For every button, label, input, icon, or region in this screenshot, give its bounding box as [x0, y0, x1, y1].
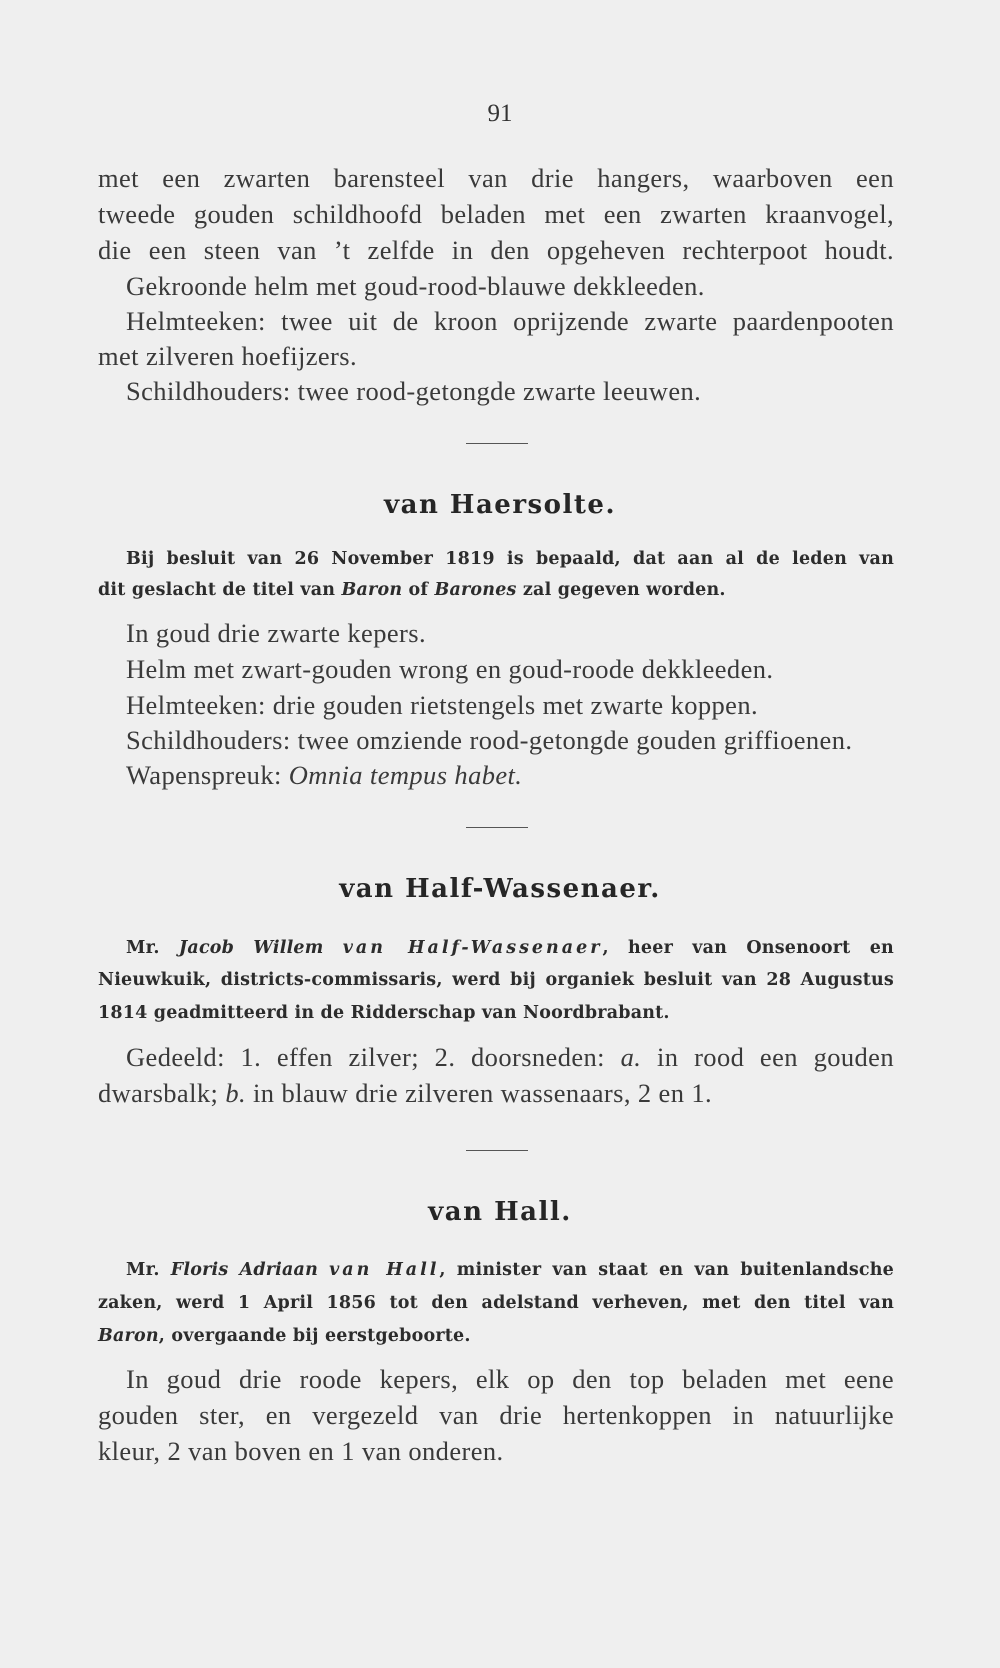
section-heading: van Hall. — [428, 1197, 572, 1227]
text-line: met een zwarten barensteel van drie hangers, waarboven een — [98, 163, 894, 193]
section-divider — [466, 443, 528, 444]
page-number: 91 — [487, 100, 513, 127]
text-line: met zilveren hoefijzers. — [98, 341, 358, 371]
text-line: die een steen van ’t zelfde in den opgeheven rechterpoot houdt. — [98, 235, 894, 265]
text-line: zaken, werd 1 April 1856 tot den adelstand verheven, met den titel van — [98, 1293, 894, 1313]
text-line: dit geslacht de titel van Baron of Barones zal gegeven worden. — [98, 580, 726, 600]
text-line: kleur, 2 van boven en 1 van onderen. — [98, 1436, 504, 1466]
text-line: dwarsbalk; b. in blauw drie zilveren wassenaars, 2 en 1. — [98, 1078, 713, 1108]
text-line: Gedeeld: 1. effen zilver; 2. doorsneden: a. in rood een gouden — [126, 1042, 894, 1072]
text-line: Helm met zwart-gouden wrong en goud-roode dekkleeden. — [126, 654, 774, 684]
text-line: 1814 geadmitteerd in de Ridderschap van Noordbrabant. — [98, 1003, 670, 1023]
text-line: Schildhouders: twee rood-getongde zwarte leeuwen. — [126, 376, 702, 406]
text-line: Mr. Floris Adriaan van Hall, minister van staat en van buitenlandsche — [126, 1260, 894, 1280]
text-line: Mr. Jacob Willem van Half-Wassenaer, heer van Onsenoort en — [126, 938, 894, 958]
text-line: Nieuwkuik, districts-commissaris, werd bij organiek besluit van 28 Augustus — [98, 970, 894, 990]
text-line: Baron, overgaande bij eerstgeboorte. — [98, 1326, 471, 1346]
text-line: In goud drie zwarte kepers. — [126, 618, 426, 648]
text-line: Schildhouders: twee omziende rood-getongde gouden griffioenen. — [126, 725, 853, 755]
text-line: Bij besluit van 26 November 1819 is bepaald, dat aan al de leden van — [126, 549, 894, 569]
text-line: Helmteeken: twee uit de kroon oprijzende zwarte paardenpooten — [126, 306, 894, 336]
section-divider — [466, 1150, 528, 1151]
motto-line: Wapenspreuk: Omnia tempus habet. — [126, 760, 523, 790]
section-heading: van Haersolte. — [383, 490, 617, 520]
section-divider — [466, 827, 528, 828]
text-line: tweede gouden schildhoofd beladen met een zwarten kraanvogel, — [98, 199, 894, 229]
section-heading: van Half-Wassenaer. — [339, 874, 661, 904]
text-line: gouden ster, en vergezeld van drie hertenkoppen in natuurlijke — [98, 1400, 894, 1430]
text-line: Gekroonde helm met goud-rood-blauwe dekkleeden. — [126, 271, 705, 301]
text-line: In goud drie roode kepers, elk op den top beladen met eene — [126, 1364, 894, 1394]
text-line: Helmteeken: drie gouden rietstengels met zwarte koppen. — [126, 690, 759, 720]
